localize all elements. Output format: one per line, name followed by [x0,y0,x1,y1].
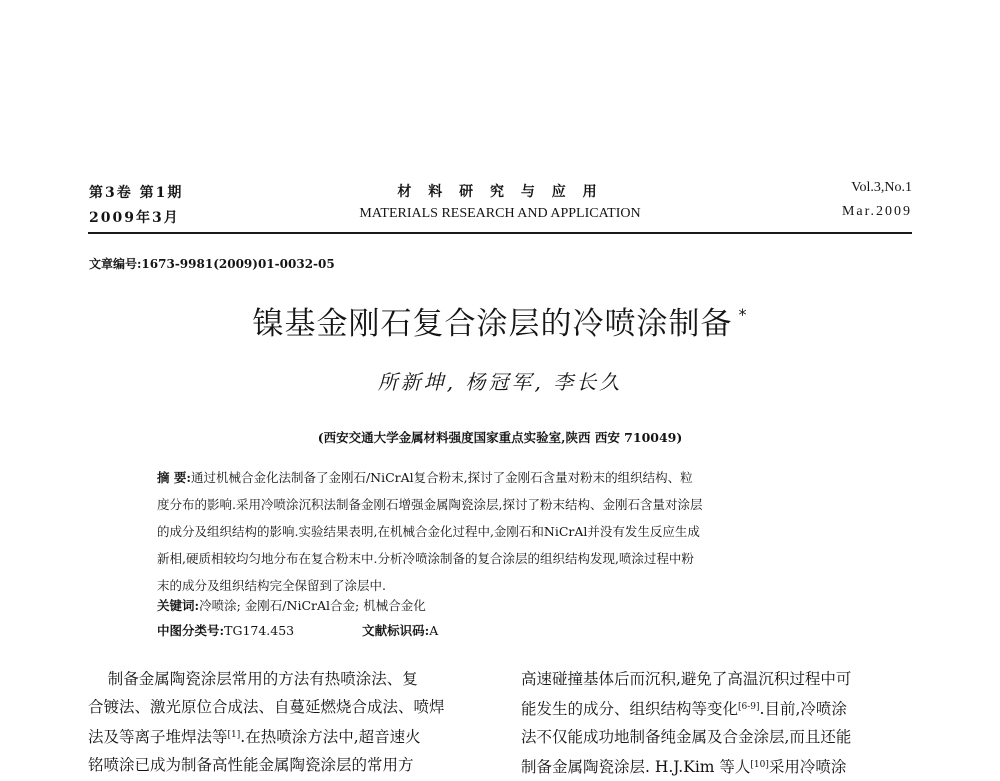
body-line: 法及等离子堆焊法等 [88,728,228,746]
body-line: 制备金属陶瓷涂层常用的方法有热喷涂法、复 [88,670,418,688]
title-text: 镍基金刚石复合涂层的冷喷涂制备 [252,306,733,342]
body-left-column [88,665,484,779]
header-rule [88,232,912,234]
body-line-cont: .在热喷涂方法中,超音速火 [240,728,421,746]
abstract-line: 的成分及组织结构的影响.实验结果表明,在机械合金化过程中,金刚石和NiCrAl并没有发生反应生成 [157,524,700,539]
keywords-text: 冷喷涂; 金刚石/NiCrAl合金; 机械合金化 [199,598,426,613]
body-line: 能发生的成分、组织结构等变化 [521,700,739,718]
body-line-cont: 采用冷喷涂 [768,758,847,776]
journal-name-cn: 材 料 研 究 与 应 用 [397,184,603,200]
body-line: 合镀法、激光原位合成法、自蔓延燃烧合成法、喷焊 [88,698,445,716]
doc-code-value: A [429,623,439,638]
abstract [157,464,847,599]
date-en: Mar.2009 [841,204,912,219]
issue-date: 2009年3月 [89,210,180,226]
article-number: 文章编号:1673-9981(2009)01-0032-05 [89,257,335,271]
abstract-line: 新相,硬质相较均匀地分布在复合粉末中.分析冷喷涂制备的复合涂层的组织结构发现,喷涂过程中粉 [157,551,694,566]
keywords [157,596,426,614]
clc-value: TG174.453 [224,623,295,638]
body-line: 高速碰撞基体后而沉积,避免了高温沉积过程中可 [521,670,852,688]
affiliation: (西安交通大学金属材料强度国家重点实验室,陕西 西安 710049) [317,430,683,445]
abstract-line: 通过机械合金化法制备了金刚石/NiCrAl复合粉末,探讨了金刚石含量对粉末的组织结构、粒 [190,470,693,485]
citation: [1] [227,730,241,740]
abstract-line: 度分布的影响.采用冷喷涂沉积法制备金刚石增强金属陶瓷涂层,探讨了粉末结构、金刚石含量对涂层 [157,497,703,512]
volume-issue: 第3卷 第1期 [89,185,184,201]
body-line-cont: .目前,冷喷涂 [759,700,847,718]
citation: [10] [750,760,769,770]
body-right-column [521,665,913,781]
body-line: 法不仅能成功地制备纯金属及合金涂层,而且还能 [521,728,852,746]
body-line: 铭喷涂已成为制备高性能金属陶瓷涂层的常用方 [88,756,414,774]
authors: 所新坤, 杨冠军, 李长久 [377,370,623,394]
classification [157,621,438,639]
doc-code-label: 文献标识码: [362,623,430,638]
title-footnote-mark: * [738,305,748,324]
citation: [6-9] [738,702,760,712]
clc-label: 中图分类号: [157,623,225,638]
keywords-label: 关键词: [157,598,200,613]
abstract-label: 摘 要: [157,470,191,485]
journal-name-en: MATERIALS RESEARCH AND APPLICATION [359,206,641,221]
volume-en: Vol.3,No.1 [851,180,912,195]
abstract-line: 末的成分及组织结构完全保留到了涂层中. [157,578,386,593]
paper-title [0,298,1000,343]
body-line: 制备金属陶瓷涂层. H.J.Kim 等人 [521,758,751,776]
